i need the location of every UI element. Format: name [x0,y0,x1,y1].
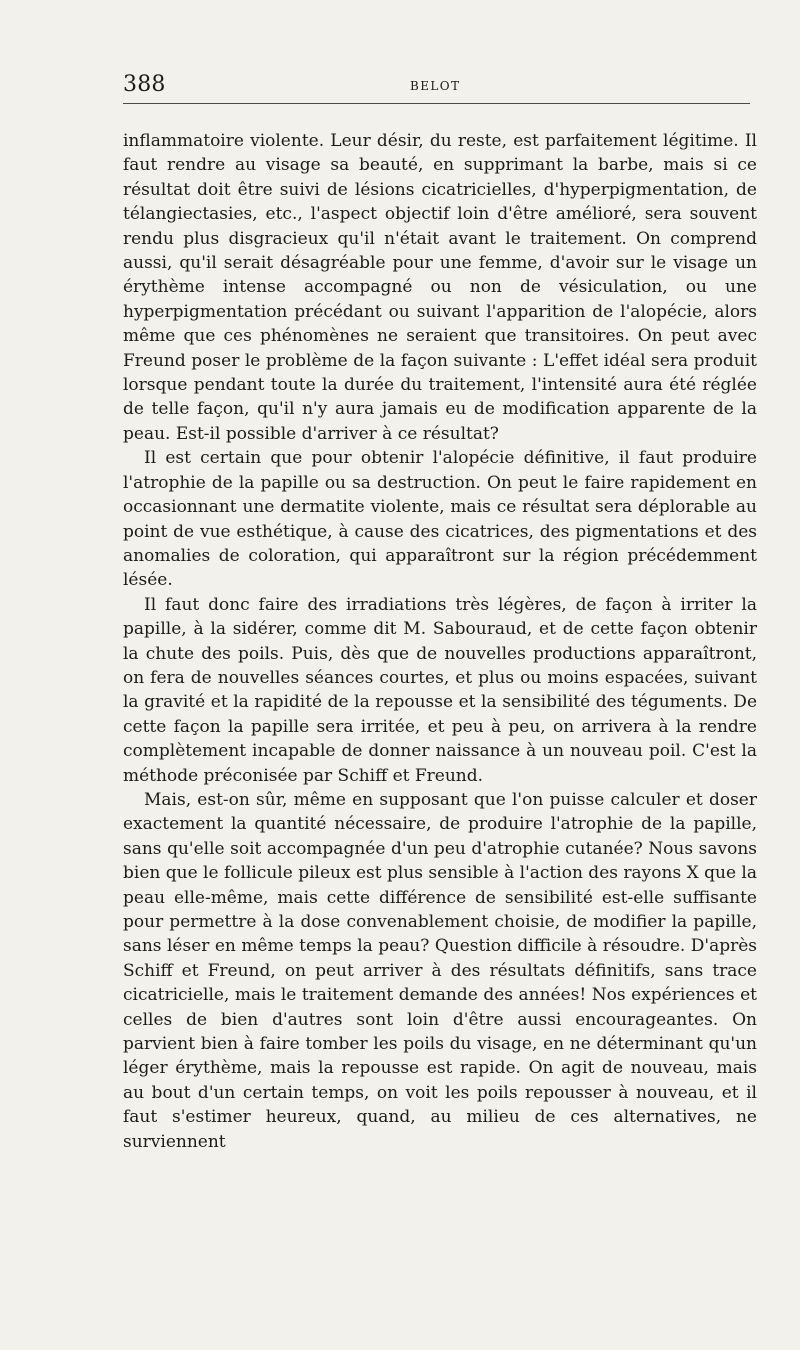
header-rule [123,103,750,104]
paragraph-2: Il est certain que pour obtenir l'alopécie définitive, il faut produire l'atrophie de la papille ou sa destruction. On peut le faire rapidement en occasionnant une dermatite violente, mais ce résultat sera déplorable au point de vue esthétique, à cause des cicatrices, des pigmentations et des anomalies de coloration, qui apparaîtront sur la région précédemment lésée. [123,448,757,591]
page-number: 388 [123,72,166,97]
page-header [123,72,757,102]
paragraph-1: inflammatoire violente. Leur désir, du reste, est parfaitement légitime. Il faut rendre au visage sa beauté, en supprimant la barbe, mais si ce résultat doit être suivi de lésions cicatricielles, d'hyperpigmentation, de télangiectasies, etc., l'aspect objectif loin d'être amélioré, sera souvent rendu plus disgracieux qu'il n'était avant le traitement. On comprend aussi, qu'il serait désagréable pour une femme, d'avoir sur le visage un érythème intense accompagné ou non de vésiculation, ou une hyperpigmentation précédant ou suivant l'apparition de l'alopécie, alors même que ces phénomènes ne seraient que transitoires. On peut avec Freund poser le problème de la façon suivante : L'effet idéal sera produit lorsque pendant toute la durée du traitement, l'intensité aura été réglée de telle façon, qu'il n'y aura jamais eu de modification apparente de la peau. Est-il possible d'arriver à ce résultat? [123,131,757,444]
running-head: BELOT [410,79,461,93]
main-text [123,129,757,1154]
paragraph-4: Mais, est-on sûr, même en supposant que l'on puisse calculer et doser exactement la quantité nécessaire, de produire l'atrophie de la papille, sans qu'elle soit accompagnée d'un peu d'atrophie cutanée? Nous savons bien que le follicule pileux est plus sensible à l'action des rayons X que la peau elle-même, mais cette différence de sensibilité est-elle suffisante pour permettre à la dose convenablement choisie, de modifier la papille, sans léser en même temps la peau? Question difficile à résoudre. D'après Schiff et Freund, on peut arriver à des résultats définitifs, sans trace cicatricielle, mais le traitement demande des années! Nos expériences et celles de bien d'autres sont loin d'être aussi encourageantes. On parvient bien à faire tomber les poils du visage, en ne déterminant qu'un léger érythème, mais la repousse est rapide. On agit de nouveau, mais au bout d'un certain temps, on voit les poils repousser à nouveau, et il faut s'estimer heureux, quand, au milieu de ces alternatives, ne surviennent [123,789,757,1152]
paragraph-3: Il faut donc faire des irradiations très légères, de façon à irriter la papille, à la sidérer, comme dit M. Sabouraud, et de cette façon obtenir la chute des poils. Puis, dès que de nouvelles productions apparaîtront, on fera de nouvelles séances courtes, et plus ou moins espacées, suivant la gravité et la rapidité de la repousse et la sensibilité des téguments. De cette façon la papille sera irritée, et peu à peu, on arrivera à la rendre complètement incapable de donner naissance à un nouveau poil. C'est la méthode préconisée par Schiff et Freund. [123,594,757,786]
